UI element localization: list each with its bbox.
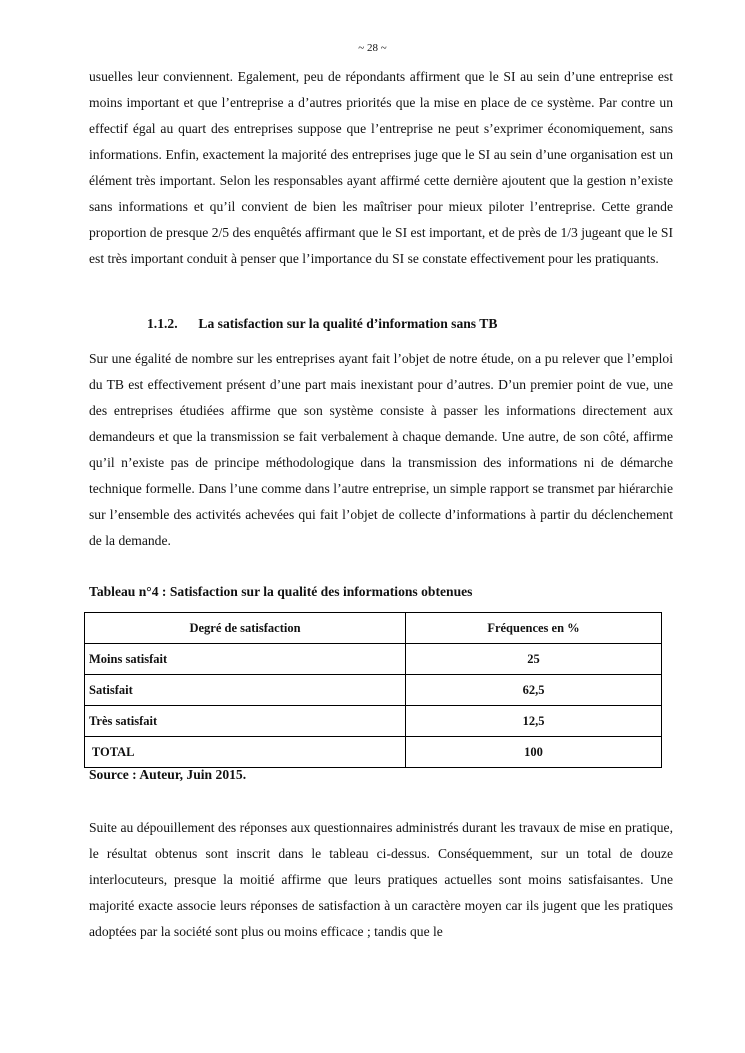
row-label: Satisfait (85, 675, 406, 706)
section-number: 1.1.2. (147, 316, 178, 331)
row-value: 25 (406, 644, 662, 675)
row-value: 62,5 (406, 675, 662, 706)
column-header: Degré de satisfaction (85, 613, 406, 644)
table-caption: Tableau n°4 : Satisfaction sur la qualité des informations obtenues (89, 584, 473, 599)
row-value: 12,5 (406, 706, 662, 737)
row-value: 100 (406, 737, 662, 768)
column-header: Fréquences en % (406, 613, 662, 644)
page-number: ~ 28 ~ (358, 42, 387, 54)
table-row (85, 675, 662, 706)
table-row (85, 644, 662, 675)
paragraph-2: Sur une égalité de nombre sur les entreprises ayant fait l’objet de notre étude, on a pu relever que l’emploi du TB est effectivement présent d’une part mais inexistant pour d’autres. D’un premier point de vue, une des entreprises étudiées affirme que son système consiste à passer les informations directement aux demandeurs et que la transmission se fait verbalement à chaque demande. Une autre, de son côté, affirme qu’il n’existe pas de principe méthodologique dans la transmission des informations ni de démarche technique formelle. Dans l’une comme dans l’autre entreprise, un simple rapport se transmet par hiérarchie sur l’ensemble des activités achevées qui fait l’objet de collecte d’informations à partir du déclenchement de la demande. (89, 351, 673, 548)
row-label: Moins satisfait (85, 644, 406, 675)
paragraph-3: Suite au dépouillement des réponses aux questionnaires administrés durant les travaux de mise en pratique, le résultat obtenus sont inscrit dans le tableau ci-dessus. Conséquemment, sur un total de douze interlocuteurs, presque la moitié affirme que leurs pratiques actuelles sont moins satisfaisantes. Une majorité exacte associe leurs réponses de satisfaction à un caractère moyen car ils jugent que les pratiques adoptées par la société sont plus ou moins efficace ; tandis que le (89, 820, 673, 939)
table-row (85, 706, 662, 737)
table-source: Source : Auteur, Juin 2015. (89, 767, 247, 782)
paragraph-1: usuelles leur conviennent. Egalement, peu de répondants affirment que le SI au sein d’une entreprise est moins important et que l’entreprise a d’autres priorités que la mise en place de ce système. Par contre un effectif égal au quart des entreprises suppose que l’entreprise ne peut s’exprimer économiquement, sans informations. Enfin, exactement la majorité des entreprises juge que le SI au sein d’une organisation est un élément très important. Selon les responsables ayant affirmé cette dernière ajoutent que la gestion n’existe sans informations et qu’il convient de bien les maîtriser pour mieux piloter l’entreprise. Cette grande proportion de presque 2/5 des enquêtés affirmant que le SI est important, et de près de 1/3 jugeant que le SI est très important conduit à penser que l’importance du SI se constate effectivement pour les pratiquants. (89, 69, 673, 266)
section-heading (147, 316, 497, 332)
row-label: TOTAL (85, 737, 406, 768)
table-header-row (85, 613, 662, 644)
row-label: Très satisfait (85, 706, 406, 737)
satisfaction-table (84, 612, 662, 768)
table-row (85, 737, 662, 768)
section-title: La satisfaction sur la qualité d’information sans TB (198, 316, 498, 331)
